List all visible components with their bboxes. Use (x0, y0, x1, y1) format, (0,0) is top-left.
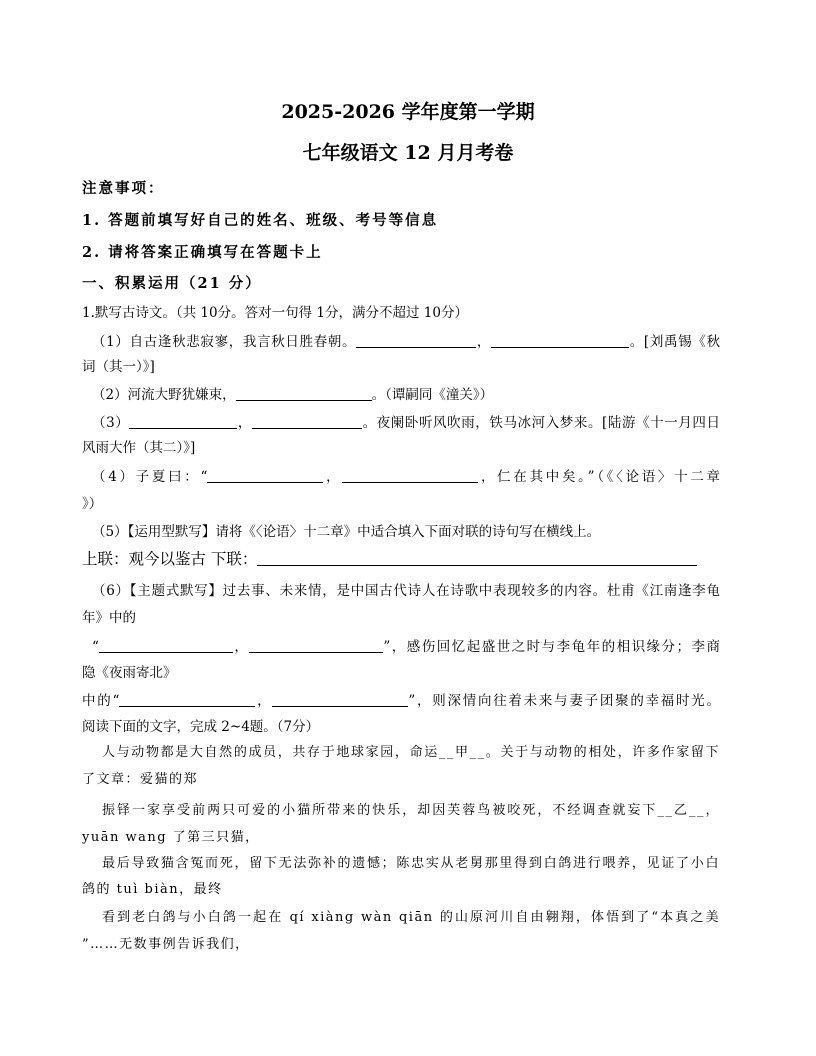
notice-item-1: 1. 答题前填写好自己的姓名、班级、考号等信息 (82, 212, 439, 229)
notice-item-2: 2. 请将答案正确填写在答题卡上 (82, 244, 323, 261)
question-1-item-5: （5）【运用型默写】请将《〈论语〉十二章》中适合填入下面对联的诗句写在横线上。 (92, 524, 601, 540)
item-3-text-a: （3） (92, 415, 130, 431)
item-6-continuation-2: 隐《夜雨寄北》 (82, 665, 177, 681)
item-6-line-3 (92, 639, 720, 655)
item-4-text-a: （4）子夏曰：“ (92, 469, 208, 485)
couplet-line (82, 550, 697, 568)
question-1-item-4 (92, 469, 720, 485)
answer-blank (99, 640, 233, 653)
answer-blank (342, 470, 478, 483)
passage-line: 最后导致猫含冤而死，留下无法弥补的遗憾；陈忠实从老舅那里得到白鸽进行喂养，见证了小白 (102, 856, 720, 871)
couplet-text: 上联：观今以鉴古 下联： (82, 550, 258, 568)
passage-line: 人与动物都是大自然的成员，共存于地球家园，命运__甲__。关于与动物的相处，许多作家留下 (102, 745, 720, 760)
item-6-text-d: ， (232, 639, 250, 655)
question-1-item-2 (92, 387, 493, 403)
item-3-continuation: 风雨大作（其二）》] (82, 440, 196, 456)
item-6-text-c: “ (92, 639, 99, 655)
answer-blank (491, 335, 629, 348)
item-6-text-e: ”，感伤回忆起盛世之时与李龟年的相识缘分；李商 (383, 639, 721, 655)
answer-blank (207, 470, 323, 483)
passage-line: 振铎一家享受前两只可爱的小猫所带来的快乐，却因芙蓉鸟被咬死，不经调查就妄下__乙__， (102, 803, 720, 818)
answer-blank (236, 388, 372, 401)
item-6-line-5 (82, 693, 720, 709)
item-1-text-c: 。[刘禹锡《秋 (629, 334, 721, 350)
item-2-text-a: （2）河流大野犹嫌束， (92, 387, 236, 403)
passage-line: 鸽的 tuì biàn，最终 (82, 882, 223, 897)
answer-blank (129, 416, 237, 429)
answer-blank (249, 640, 383, 653)
question-1-item-6: （6）【主题式默写】过去事、未来情，是中国古代诗人在诗歌中表现较多的内容。杜甫《江南逢李龟 (92, 583, 720, 599)
item-3-text-b: ， (237, 415, 253, 431)
item-4-text-c: ，仁在其中矣。”（《〈论语〉十二章 (478, 469, 721, 485)
answer-blank (257, 553, 697, 566)
question-1-item-3 (92, 415, 720, 431)
item-6-text-i: ”，则深情向往着未来与妻子团聚的幸福时光。 (408, 693, 721, 709)
question-1-item-1 (92, 334, 720, 350)
answer-blank (252, 416, 362, 429)
item-3-text-c: 。夜阑卧听风吹雨，铁马冰河入梦来。[陆游《十一月四日 (362, 415, 720, 431)
passage-line: ”……无数事例告诉我们， (82, 937, 250, 952)
passage-line: 了文章：爱猫的郑 (82, 772, 199, 787)
item-4-text-b: ， (323, 469, 343, 485)
reading-intro: 阅读下面的文字，完成 2~4题。（7分） (82, 719, 320, 735)
item-1-continuation: 词（其一）》] (82, 359, 155, 375)
answer-blank (272, 694, 408, 707)
item-1-text-a: （1）自古逢秋悲寂寥，我言秋日胜春朝。 (92, 334, 357, 350)
item-2-text-b: 。（谭嗣同《潼关》） (371, 387, 494, 403)
answer-blank (356, 335, 476, 348)
item-6-text-g: 中的“ (82, 693, 120, 709)
notice-heading: 注意事项： (82, 180, 165, 197)
section-heading: 一、积累运用（21 分） (82, 275, 262, 292)
school-year-title: 2025-2026 学年度第一学期 (281, 101, 535, 123)
exam-title: 七年级语文 12 月月考卷 (302, 142, 514, 164)
item-4-continuation: 》） (82, 496, 103, 512)
answer-blank (119, 694, 255, 707)
passage-line: 看到老白鸽与小白鸽一起在 qí xiàng wàn qiān 的山原河川自由翱翔，体悟到了“本真之美 (102, 910, 720, 925)
question-1-intro: 1.默写古诗文。（共 10分。答对一句得 1分，满分不超过 10分） (82, 305, 468, 321)
passage-line: yuān wang 了第三只猫， (82, 830, 260, 845)
item-6-text-h: ， (255, 693, 273, 709)
item-6-continuation-1: 年》中的 (82, 610, 136, 626)
item-1-text-b: ， (476, 334, 492, 350)
